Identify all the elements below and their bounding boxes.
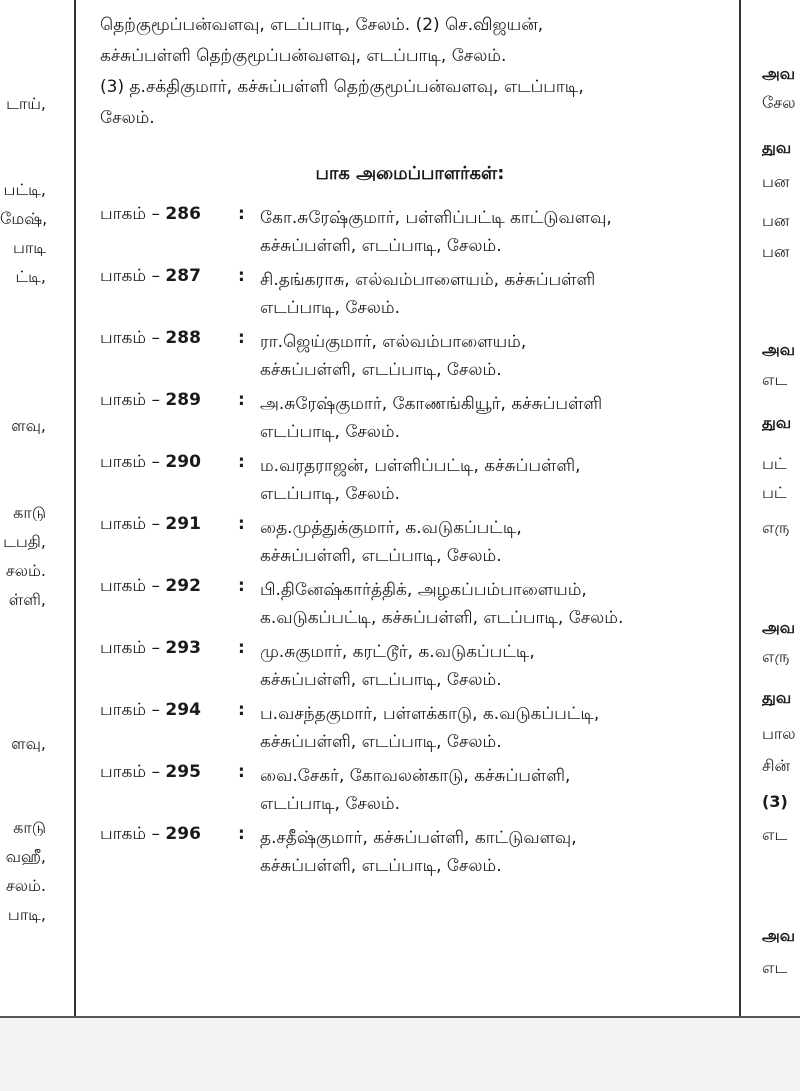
organizer-details — [260, 514, 715, 570]
column-divider-left — [74, 0, 76, 1016]
booth-number: 288 — [165, 328, 201, 348]
right-fragment: பட் — [762, 456, 787, 472]
right-fragment: எட — [762, 960, 788, 976]
details-line: எடப்பாடி, சேலம். — [260, 484, 400, 504]
separator-colon: : — [238, 700, 245, 720]
organizer-details — [260, 204, 715, 260]
left-fragment: மேஷ், — [0, 211, 48, 227]
left-fragment: சலம். — [5, 563, 46, 579]
list-item — [100, 204, 720, 266]
intro-paragraph — [100, 0, 720, 134]
right-fragment: சின் — [762, 758, 791, 774]
left-fragment: வஹீ, — [5, 849, 46, 865]
details-line: க.வடுகப்பட்டி, கச்சுப்பள்ளி, எடப்பாடி, சேலம். — [260, 608, 624, 628]
details-line: கோ.சுரேஷ்குமார், பள்ளிப்பட்டி காட்டுவளவு, — [260, 208, 612, 228]
left-fragment: பாடி — [13, 240, 46, 256]
booth-label — [100, 514, 201, 536]
right-fragment: துவ — [762, 690, 792, 706]
booth-prefix: பாகம் – — [100, 390, 166, 410]
booth-number: 287 — [165, 266, 201, 286]
details-line: த.சதீஷ்குமார், கச்சுப்பள்ளி, காட்டுவளவு, — [260, 828, 577, 848]
details-line: கச்சுப்பள்ளி, எடப்பாடி, சேலம். — [260, 856, 502, 876]
booth-label — [100, 824, 201, 846]
organizer-details — [260, 328, 715, 384]
separator-colon: : — [238, 328, 245, 348]
booth-prefix: பாகம் – — [100, 452, 166, 472]
organizer-details — [260, 638, 715, 694]
details-line: கச்சுப்பள்ளி, எடப்பாடி, சேலம். — [260, 670, 502, 690]
list-item — [100, 700, 720, 762]
left-fragment: சலம். — [5, 878, 46, 894]
separator-colon: : — [238, 204, 245, 224]
organizer-details — [260, 576, 715, 632]
list-item — [100, 762, 720, 824]
right-fragment: (3) — [762, 794, 788, 810]
organizer-details — [260, 824, 715, 880]
intro-line: கச்சுப்பள்ளி தெற்குமூப்பன்வளவு, எடப்பாடி, சேலம். — [100, 46, 507, 66]
booth-prefix: பாகம் – — [100, 204, 166, 224]
booth-prefix: பாகம் – — [100, 328, 166, 348]
booth-prefix: பாகம் – — [100, 824, 166, 844]
booth-label — [100, 576, 201, 598]
details-line: ப.வசந்தகுமார், பள்ளக்காடு, க.வடுகப்பட்டி, — [260, 704, 600, 724]
list-item — [100, 328, 720, 390]
left-fragment: பாடி, — [7, 907, 46, 923]
details-line: கச்சுப்பள்ளி, எடப்பாடி, சேலம். — [260, 546, 502, 566]
booth-number: 289 — [165, 390, 201, 410]
right-fragment: அவ — [762, 342, 796, 358]
intro-line: தெற்குமூப்பன்வளவு, எடப்பாடி, சேலம். (2) செ.விஜயன், — [100, 15, 544, 35]
right-fragment: எரு — [762, 649, 790, 665]
left-fragment: ளவு, — [11, 736, 46, 752]
right-fragment: பன — [762, 213, 790, 229]
right-fragment: அவ — [762, 66, 796, 82]
separator-colon: : — [238, 638, 245, 658]
details-line: எடப்பாடி, சேலம். — [260, 298, 400, 318]
booth-number: 295 — [165, 762, 201, 782]
booth-number: 286 — [165, 204, 201, 224]
details-line: எடப்பாடி, சேலம். — [260, 422, 400, 442]
intro-line: சேலம். — [100, 108, 155, 128]
right-fragment: பன — [762, 174, 790, 190]
booth-prefix: பாகம் – — [100, 762, 166, 782]
details-line: பி.தினேஷ்கார்த்திக், அழகப்பம்பாளையம், — [260, 580, 587, 600]
separator-colon: : — [238, 824, 245, 844]
organizer-details — [260, 762, 715, 818]
booth-label — [100, 266, 201, 288]
left-fragment: டபதி, — [3, 534, 46, 550]
booth-prefix: பாகம் – — [100, 576, 166, 596]
details-line: எடப்பாடி, சேலம். — [260, 794, 400, 814]
right-fragment: பால — [762, 726, 796, 742]
separator-colon: : — [238, 390, 245, 410]
right-fragment: துவ — [762, 140, 792, 156]
booth-prefix: பாகம் – — [100, 700, 166, 720]
booth-prefix: பாகம் – — [100, 266, 166, 286]
booth-label — [100, 700, 201, 722]
booth-prefix: பாகம் – — [100, 514, 166, 534]
details-line: மு.சுகுமார், கரட்டூர், க.வடுகப்பட்டி, — [260, 642, 535, 662]
details-line: அ.சுரேஷ்குமார், கோணங்கியூர், கச்சுப்பள்ளி — [260, 394, 603, 414]
booth-label — [100, 328, 201, 350]
right-fragment: பன — [762, 244, 790, 260]
booth-label — [100, 390, 201, 412]
right-fragment: பட் — [762, 485, 787, 501]
separator-colon: : — [238, 762, 245, 782]
separator-colon: : — [238, 514, 245, 534]
separator-colon: : — [238, 452, 245, 472]
booth-number: 296 — [165, 824, 201, 844]
right-fragment: அவ — [762, 928, 796, 944]
left-fragment: ட்டி, — [15, 269, 46, 285]
list-item — [100, 390, 720, 452]
left-fragment: காடு — [13, 820, 46, 836]
booth-organizer-list — [100, 204, 720, 886]
booth-label — [100, 762, 201, 784]
details-line: கச்சுப்பள்ளி, எடப்பாடி, சேலம். — [260, 236, 502, 256]
column-divider-right — [739, 0, 741, 1016]
right-fragment: சேல — [762, 95, 796, 111]
right-fragment: எரு — [762, 520, 790, 536]
details-line: ம.வரதராஜன், பள்ளிப்பட்டி, கச்சுப்பள்ளி, — [260, 456, 581, 476]
right-fragment: அவ — [762, 620, 796, 636]
booth-number: 293 — [165, 638, 201, 658]
left-fragment: ளவு, — [11, 418, 46, 434]
left-fragment: டாய், — [6, 96, 46, 112]
list-item — [100, 452, 720, 514]
organizer-details — [260, 452, 715, 508]
left-fragment: பட்டி, — [3, 182, 46, 198]
booth-label — [100, 638, 201, 660]
page-bottom-border — [0, 1016, 800, 1018]
right-fragment: எட — [762, 372, 788, 388]
intro-line: (3) த.சக்திகுமார், கச்சுப்பள்ளி தெற்குமூப்பன்வளவு, எடப்பாடி, — [100, 77, 584, 97]
details-line: கச்சுப்பள்ளி, எடப்பாடி, சேலம். — [260, 360, 502, 380]
section-heading: பாக அமைப்பாளர்கள்: — [315, 163, 505, 184]
organizer-details — [260, 266, 715, 322]
left-fragment: காடு — [13, 505, 46, 521]
list-item — [100, 266, 720, 328]
separator-colon: : — [238, 576, 245, 596]
organizer-details — [260, 390, 715, 446]
details-line: வை.சேகர், கோவலன்காடு, கச்சுப்பள்ளி, — [260, 766, 571, 786]
list-item — [100, 514, 720, 576]
booth-number: 290 — [165, 452, 201, 472]
booth-number: 294 — [165, 700, 201, 720]
right-fragment: துவ — [762, 415, 792, 431]
booth-number: 292 — [165, 576, 201, 596]
booth-label — [100, 204, 201, 226]
organizer-details — [260, 700, 715, 756]
list-item — [100, 638, 720, 700]
separator-colon: : — [238, 266, 245, 286]
list-item — [100, 824, 720, 886]
booth-number: 291 — [165, 514, 201, 534]
details-line: சி.தங்கராசு, எல்வம்பாளையம், கச்சுப்பள்ளி — [260, 270, 596, 290]
right-fragment: எட — [762, 827, 788, 843]
list-item — [100, 576, 720, 638]
booth-prefix: பாகம் – — [100, 638, 166, 658]
details-line: கச்சுப்பள்ளி, எடப்பாடி, சேலம். — [260, 732, 502, 752]
booth-label — [100, 452, 201, 474]
details-line: தை.முத்துக்குமார், க.வடுகப்பட்டி, — [260, 518, 522, 538]
details-line: ரா.ஜெய்குமார், எல்வம்பாளையம், — [260, 332, 527, 352]
left-fragment: ள்ளி, — [8, 592, 46, 608]
